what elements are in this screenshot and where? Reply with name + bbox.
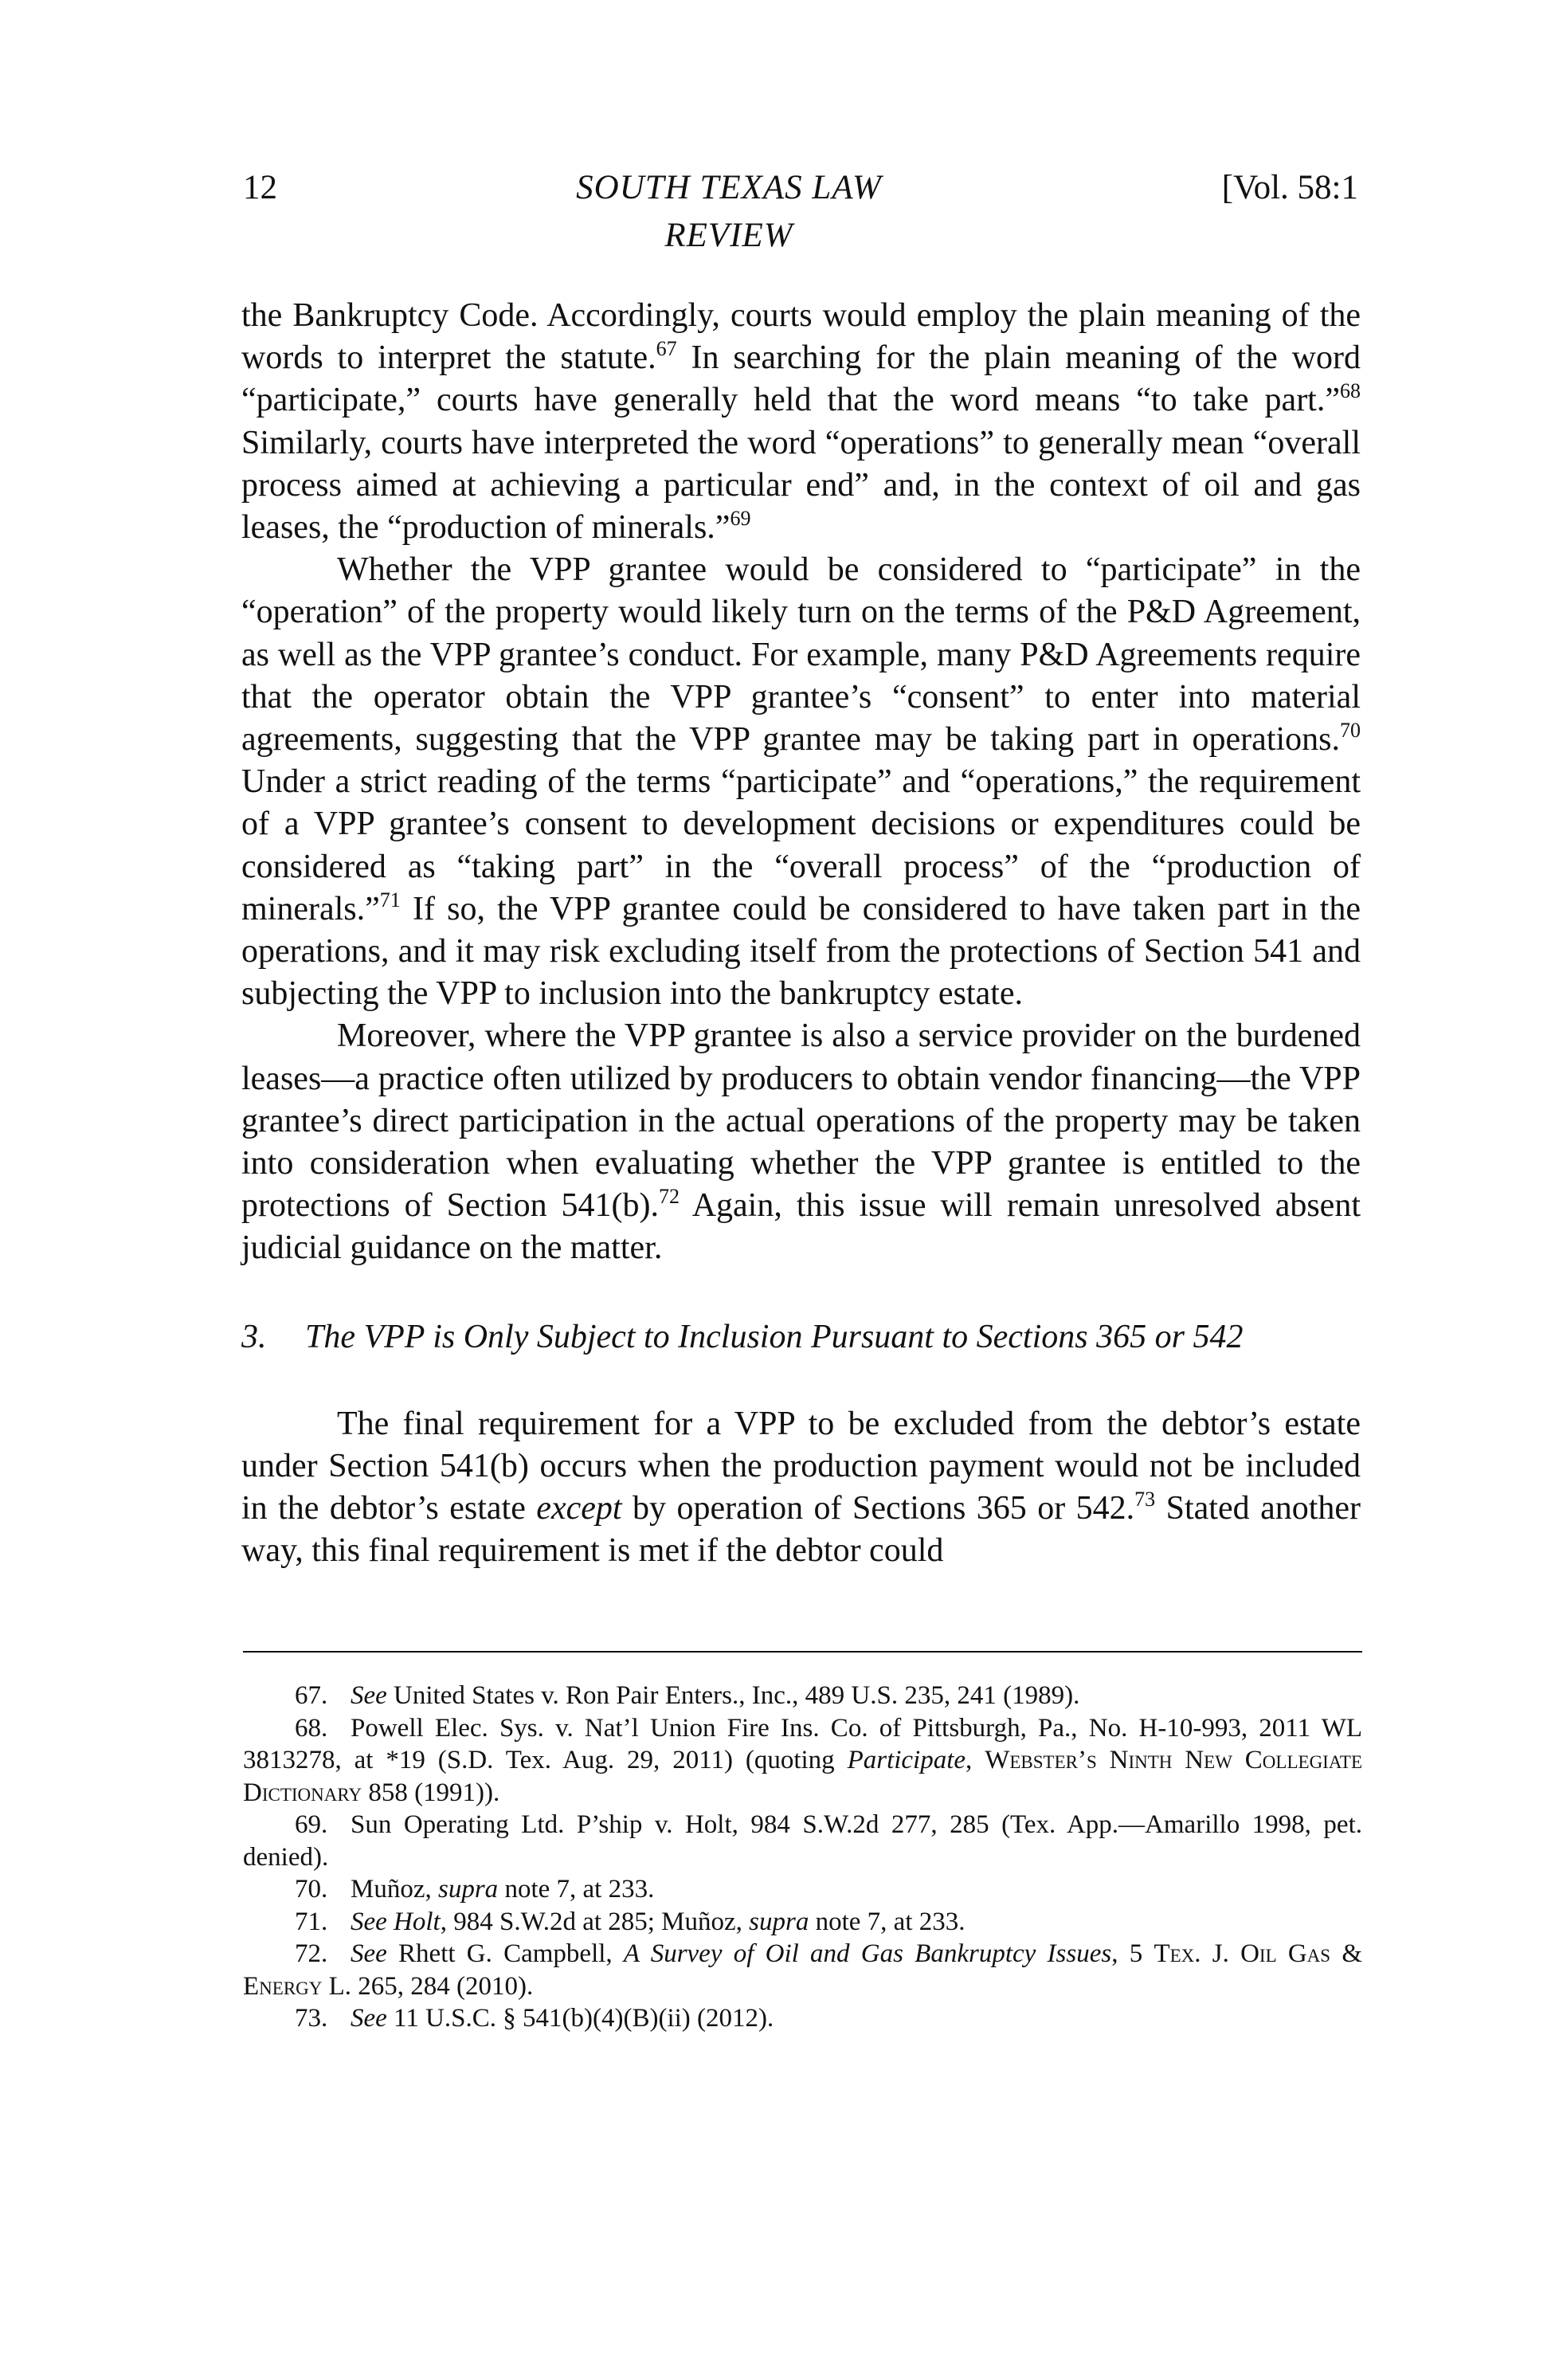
text-run: The final requirement for a VPP to be excluded from the debtor’s estate under Section 541(b) occurs when the production payment would not be included in the debtor’s estate	[241, 1405, 1361, 1527]
footnote-ref-67[interactable]: 67	[656, 337, 677, 361]
footnote-number: 69.	[295, 1810, 328, 1839]
footnote-71	[243, 1906, 1362, 1939]
footnote-ref-68[interactable]: 68	[1340, 379, 1361, 403]
footnote-ref-71[interactable]: 71	[379, 888, 401, 912]
footnote-70	[243, 1873, 1362, 1906]
citation: note 7, at 233.	[809, 1907, 966, 1936]
signal: See	[351, 1681, 387, 1710]
footnote-ref-72[interactable]: 72	[659, 1185, 680, 1209]
text-run: Moreover, where the VPP grantee is also a service provider on the burdened leases—a practice often utilized by producers to obtain vendor financing—the VPP grantee’s direct participation in the actual operations of the property may be taken into consideration when evaluating whether the VPP grantee is entitled to the protections of Section 541(b).	[241, 1017, 1361, 1225]
footnote-72	[243, 1938, 1362, 2002]
text-run: the Bankruptcy Code. Accordingly, courts would employ the plain meaning of the words to interpret the statute.	[241, 297, 1361, 377]
page-number: 12	[243, 169, 277, 206]
running-header	[243, 164, 1358, 254]
citation: , 5	[1111, 1939, 1154, 1968]
signal: See Holt	[351, 1907, 441, 1936]
citation: Sun Operating Ltd. P’ship v. Holt, 984 S.W.2d 277, 285 (Tex. App.—Amarillo 1998, pet. denied).	[243, 1810, 1362, 1872]
small-caps-source: Tex. J. Oil Gas & Energy L.	[243, 1939, 1362, 2001]
text-run: Again, this issue will remain unresolved absent judicial guidance on the matter.	[241, 1187, 1361, 1267]
citation: Rhett G. Campbell,	[386, 1939, 624, 1968]
footnote-number: 67.	[295, 1681, 328, 1710]
footnote-number: 68.	[295, 1713, 328, 1743]
footnote-number: 71.	[295, 1907, 328, 1936]
citation: ,	[966, 1746, 985, 1774]
citation: , 984 S.W.2d at 285; Muñoz,	[440, 1907, 750, 1936]
footnote-ref-70[interactable]: 70	[1340, 719, 1361, 743]
paragraph-3	[241, 1015, 1361, 1269]
small-caps-source: Webster’s Ninth New Collegiate Dictionary	[243, 1746, 1362, 1807]
citation: Muñoz,	[351, 1875, 438, 1904]
footnote-number: 72.	[295, 1939, 328, 1968]
text-run: by operation of Sections 365 or 542.	[621, 1490, 1135, 1527]
signal: supra	[438, 1875, 499, 1904]
citation: Powell Elec. Sys. v. Nat’l Union Fire Ins. Co. of Pittsburgh, Pa., No. H-10-993, 2011 WL 3813278, at *19 (S.D. Tex. Aug. 29, 2011) (quoting	[243, 1713, 1362, 1774]
text-run: Under a strict reading of the terms “participate” and “operations,” the requirement of a VPP grantee’s consent to development decisions or expenditures could be considered as “taking part” in the “overall process” of the “production of minerals.”	[241, 763, 1361, 927]
text-run: Similarly, courts have interpreted the word “operations” to generally mean “overall process aimed at achieving a particular end” and, in the context of oil and gas leases, the “production of minerals.”	[241, 424, 1361, 547]
paragraph-1	[241, 295, 1361, 549]
footnote-68	[243, 1712, 1362, 1810]
text-run: Stated another way, this final requirement is met if the debtor could	[241, 1490, 1361, 1570]
journal-title: SOUTH TEXAS LAW REVIEW	[576, 169, 882, 254]
signal: See	[351, 1939, 387, 1968]
citation: United States v. Ron Pair Enters., Inc., 489 U.S. 235, 241 (1989).	[386, 1681, 1080, 1710]
footnote-divider	[243, 1651, 1362, 1653]
italic-term: Participate	[847, 1746, 966, 1774]
footnotes	[243, 1680, 1362, 2035]
footnote-number: 73.	[295, 2004, 328, 2033]
footnote-ref-73[interactable]: 73	[1134, 1488, 1156, 1512]
footnote-number: 70.	[295, 1875, 328, 1904]
footnote-ref-69[interactable]: 69	[730, 507, 751, 531]
footnote-69	[243, 1809, 1362, 1873]
signal: supra	[749, 1907, 809, 1936]
section-subheading	[241, 1316, 1361, 1359]
text-run: If so, the VPP grantee could be considered to have taken part in the operations, and it may risk excluding itself from the protections of Section 541 and subjecting the VPP to inclusion into the bankruptcy estate.	[241, 890, 1361, 1013]
paragraph-4	[241, 1403, 1361, 1573]
signal: See	[351, 2004, 387, 2033]
citation: 11 U.S.C. § 541(b)(4)(B)(ii) (2012).	[386, 2004, 774, 2033]
citation: note 7, at 233.	[498, 1875, 655, 1904]
paragraph-2	[241, 549, 1361, 1015]
main-text	[241, 295, 1361, 1573]
citation: 265, 284 (2010).	[351, 1971, 534, 2001]
citation: 858 (1991)).	[362, 1778, 500, 1807]
volume-label: [Vol. 58:1	[1221, 169, 1358, 206]
text-run: Whether the VPP grantee would be considered to “participate” in the “operation” of the property would likely turn on the terms of the P&D Agreement, as well as the VPP grantee’s conduct. For example, many P&D Agreements require that the operator obtain the VPP grantee’s “consent” to enter into material agreements, suggesting that the VPP grantee may be taking part in operations.	[241, 551, 1361, 759]
text-run: In searching for the plain meaning of the word “participate,” courts have generally held that the word means “to take part.”	[241, 339, 1361, 419]
emphasis: except	[536, 1490, 622, 1527]
footnote-73	[243, 2002, 1362, 2035]
subheading-title: The VPP is Only Subject to Inclusion Pursuant to Sections 365 or 542	[305, 1318, 1244, 1355]
subheading-number: 3.	[241, 1318, 267, 1355]
footnote-67	[243, 1680, 1362, 1712]
article-title: A Survey of Oil and Gas Bankruptcy Issues	[623, 1939, 1112, 1968]
